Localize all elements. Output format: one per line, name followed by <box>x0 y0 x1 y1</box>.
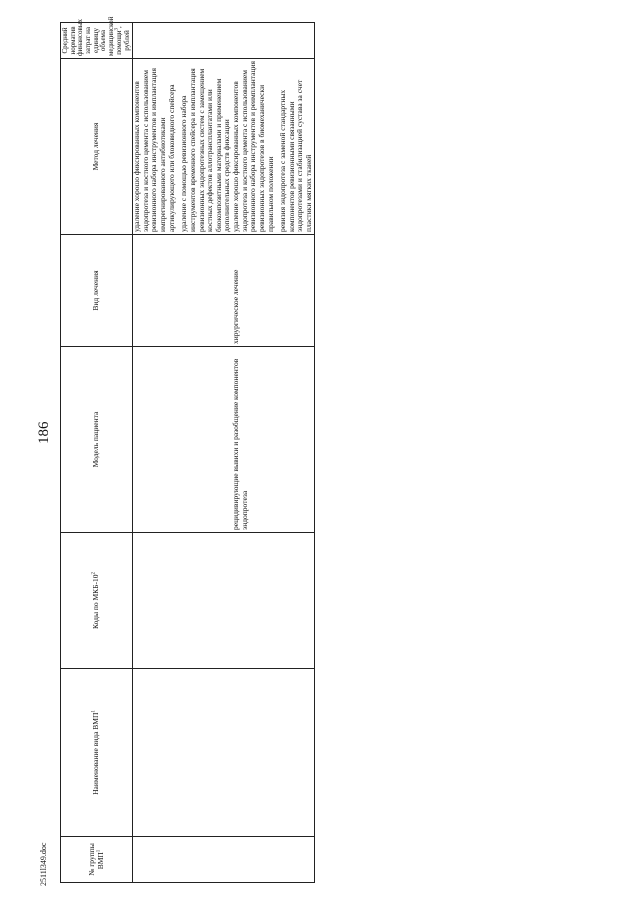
cell-vmp-name <box>232 669 314 837</box>
patient-model-text: рецидивирующие вывихи и разобщение компонентов эндопротеза <box>231 358 249 530</box>
cell-treatment-type <box>232 235 314 347</box>
cell-vmp-name <box>133 669 232 837</box>
cell-avg-cost <box>232 23 314 59</box>
cell-patient-model <box>133 347 232 533</box>
header-icd-codes: Коды по МКБ-$10^2$ <box>61 533 133 669</box>
treatment-type-text: хирургическое лечение <box>231 269 241 344</box>
cell-avg-cost <box>133 23 232 59</box>
header-patient-model: Модель пациента <box>61 347 133 533</box>
header-avg-cost: Средний норматив финансовых затрат на единицу объема медицинской помощи$^3$, рублей <box>61 23 133 59</box>
cell-treatment-method <box>232 59 314 235</box>
method-entry: удаление хорошо фиксированных компонентов эндопротеза и костного цемента с использованием ревизионного набора инструментов и имплантация импрегнированного антибиотиками артикулирующего или блоковидного спейсера <box>132 68 176 232</box>
method-entry: удаление хорошо фиксированных компонентов эндопротеза и костного цемента с использованием ревизионного набора инструментов и реимплантация ревизионных эндопротезов в биомеханически правильном положении <box>231 61 275 232</box>
table-row <box>232 23 314 883</box>
header-group-no: № группы ВМП$^1$ <box>61 837 133 883</box>
cell-patient-model <box>232 347 314 533</box>
document-filename: 2511l349.doc <box>39 842 48 886</box>
header-treatment-method: Метод лечения <box>61 59 133 235</box>
cell-treatment-type <box>133 235 232 347</box>
cell-treatment-method <box>133 59 232 235</box>
cell-group-no <box>133 837 232 883</box>
vmp-table <box>60 16 315 883</box>
header-vmp-name: Наименование вида ВМП$^1$ <box>61 669 133 837</box>
cell-icd-codes <box>232 533 314 669</box>
page-number: 186 <box>36 421 52 444</box>
method-entry: ревизия эндопротеза с заменой стандартных компонентов ревизионными связанными эндопротезами и стабилизацией сустава за счет пластики мягких тканей <box>278 79 314 232</box>
table-header-row <box>61 23 133 883</box>
rotated-table-wrapper <box>60 16 314 883</box>
cell-group-no <box>232 837 314 883</box>
cell-icd-codes <box>133 533 232 669</box>
header-treatment-type: Вид лечения <box>61 235 133 347</box>
method-entry: удаление с помощью ревизионного набора инструментов временного спейсера и имплантация ревизионных эндопротезных систем с замещением костных дефектов аллотрансплантатами или биокомпозитными материалами и применением дополнительных средств фиксации <box>179 68 232 232</box>
table-row <box>133 23 232 883</box>
